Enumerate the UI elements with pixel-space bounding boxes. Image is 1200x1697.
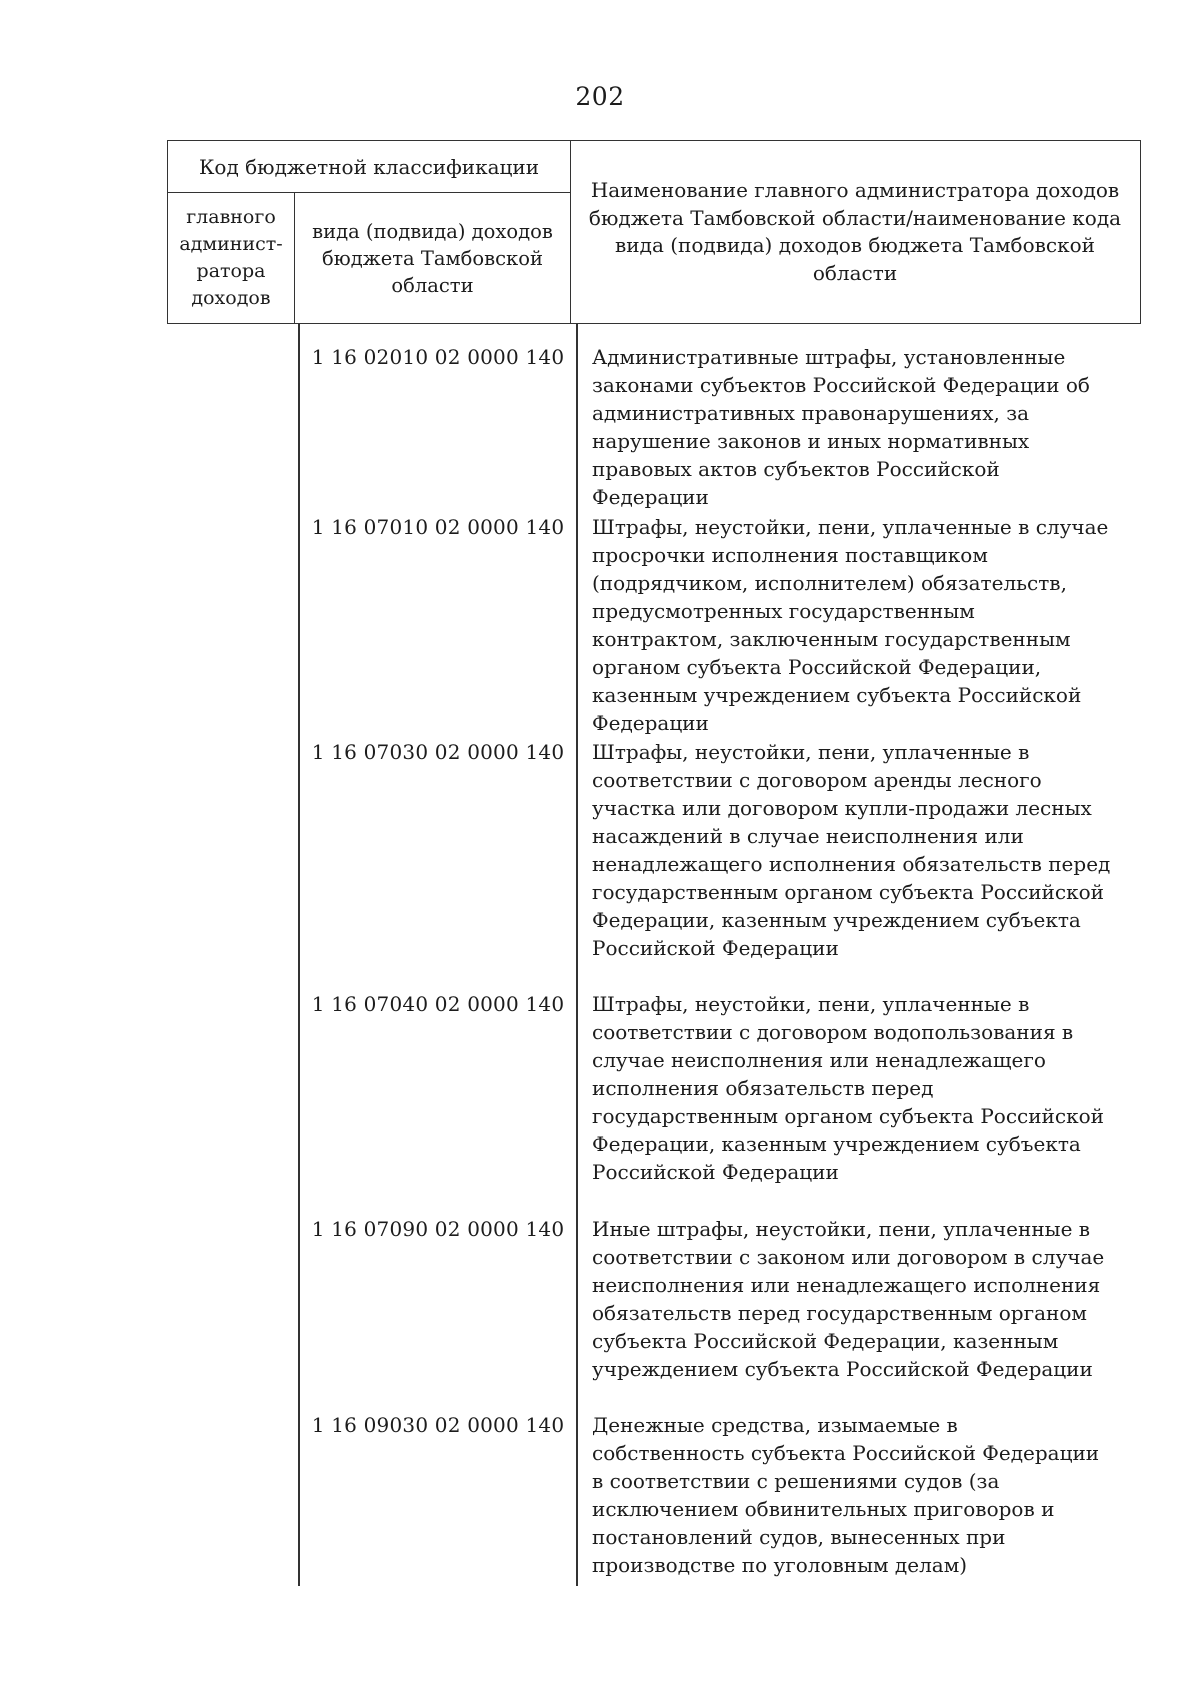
revenue-code: 1 16 07040 02 0000 140 [311, 992, 565, 1016]
revenue-code: 1 16 07010 02 0000 140 [311, 515, 565, 539]
header-group-title: Код бюджетной классификации [168, 141, 571, 193]
header-col-name: Наименование главного администратора доходов бюджета Тамбовской области/наименование кода вида (подвида) доходов бюджета Тамбовской области [588, 178, 1122, 285]
revenue-description: Штрафы, неустойки, пени, уплаченные в соответствии с договором аренды лесного участка или договором купли-продажи лесных насаждений в случае неисполнения или ненадлежащего исполнения обязательств перед государственным органом субъекта Российской Федерации, казенным учреждением субъекта Российской Федерации [592, 740, 1111, 960]
revenue-code: 1 16 07030 02 0000 140 [311, 740, 565, 764]
header-col-revenue-type: вида (подвида) доходов бюджета Тамбовской области [295, 193, 571, 323]
table-header [167, 140, 1141, 324]
revenue-description: Штрафы, неустойки, пени, уплаченные в соответствии с договором водопользования в случае неисполнения или ненадлежащего исполнения обязательств перед государственным органом субъекта Российской Федерации, казенным учреждением субъекта Российской Федерации [592, 992, 1104, 1184]
revenue-description: Штрафы, неустойки, пени, уплаченные в случае просрочки исполнения поставщиком (подрядчиком, исполнителем) обязательств, предусмотренных государственным контрактом, заключенным государственным органом субъекта Российской Федерации, казенным учреждением субъекта Российской Федерации [592, 515, 1109, 735]
table-body [300, 343, 1160, 1611]
revenue-code: 1 16 07090 02 0000 140 [311, 1217, 565, 1241]
table-row [300, 513, 1160, 738]
revenue-description: Иные штрафы, неустойки, пени, уплаченные в соответствии с законом или договором в случае неисполнения или ненадлежащего исполнения обязательств перед государственным органом субъекта Российской Федерации, казенным учреждением субъекта Российской Федерации [592, 1217, 1105, 1381]
table-row [300, 343, 1160, 513]
table-row [300, 738, 1160, 990]
table-row [300, 990, 1160, 1215]
page-number: 202 [575, 82, 625, 111]
revenue-description: Административные штрафы, установленные законами субъектов Российской Федерации об административных правонарушениях, за нарушение законов и иных нормативных правовых актов субъектов Российской Федерации [592, 345, 1090, 509]
revenue-code: 1 16 02010 02 0000 140 [311, 345, 565, 369]
header-col-admin: главного админист-ратора доходов [168, 193, 295, 323]
table-row [300, 1215, 1160, 1411]
table-row [300, 1411, 1160, 1611]
revenue-description: Денежные средства, изымаемые в собственность субъекта Российской Федерации в соответствии с решениями судов (за исключением обвинительных приговоров и постановлений судов, вынесенных при производстве по уголовным делам) [592, 1413, 1100, 1577]
revenue-code: 1 16 09030 02 0000 140 [311, 1413, 565, 1437]
